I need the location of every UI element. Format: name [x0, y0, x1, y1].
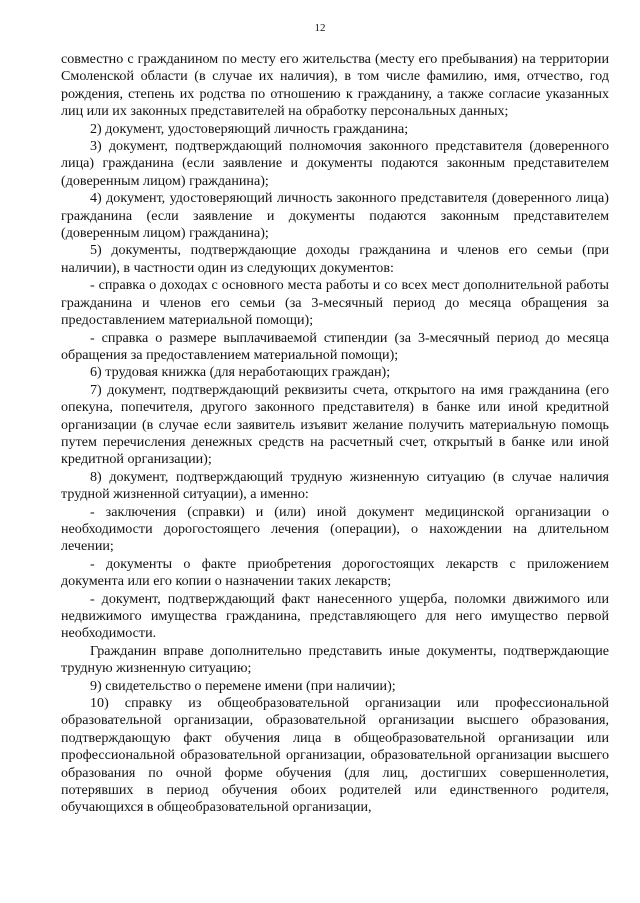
- paragraph: - заключения (справки) и (или) иной документ медицинской организации о необходимости дорогостоящего лечения (операции), о нахождении на длительном лечении;: [61, 503, 609, 555]
- paragraph: - документы о факте приобретения дорогостоящих лекарств с приложением документа или его копии о назначении таких лекарств;: [61, 555, 609, 590]
- paragraph: совместно с гражданином по месту его жительства (месту его пребывания) на территории Смоленской области (в случае их наличия), в том числе фамилию, имя, отчество, год рождения, степень их родства по отношению к гражданину, а также согласие указанных лиц или их законных представителей на обработку персональных данных;: [61, 51, 609, 120]
- paragraph: - справка о размере выплачиваемой стипендии (за 3-месячный период до месяца обращения за предоставлением материальной помощи);: [61, 329, 609, 363]
- paragraph: 2) документ, удостоверяющий личность гражданина;: [90, 120, 409, 137]
- paragraph: 4) документ, удостоверяющий личность законного представителя (доверенного лица) гражданина (если заявление и документы подаются законным представителем (доверенным лицом) гражданина);: [61, 190, 609, 242]
- paragraph: 8) документ, подтверждающий трудную жизненную ситуацию (в случае наличия трудной жизненной ситуации), а именно:: [61, 468, 609, 503]
- paragraph: 10) справку из общеобразовательной организации или профессиональной образовательной организации, образовательной организации высшего образования, подтверждающую факт обучения лица в общеобразовательной организации или профессиональной образовательной организации, образовательной организации высшего образования по очной форме обучения (для лиц, достигших совершеннолетия, потерявших в период обучения обоих родителей или единственного родителя, обучающихся в общеобразовательной организации,: [61, 695, 609, 816]
- page-number: 12: [314, 22, 326, 34]
- paragraph: 7) документ, подтверждающий реквизиты счета, открытого на имя гражданина (его опекуна, попечителя, другого законного представителя) в банке или иной кредитной организации (в случае если заявитель изъявит желание получить материальную помощь путем перечисления денежных средств на расчетный счет, открытый в банке или иной кредитной организации);: [61, 381, 609, 468]
- paragraph: - документ, подтверждающий факт нанесенного ущерба, поломки движимого или недвижимого имущества гражданина, представляющего для него имущество первой необходимости.: [61, 590, 609, 642]
- document-body: [61, 51, 609, 817]
- paragraph: 5) документы, подтверждающие доходы гражданина и членов его семьи (при наличии), в частности один из следующих документов:: [61, 242, 609, 276]
- paragraph: 3) документ, подтверждающий полномочия законного представителя (доверенного лица) гражданина (если заявление и документы подаются законным представителем (доверенным лицом) гражданина);: [61, 138, 609, 189]
- paragraph: Гражданин вправе дополнительно представить иные документы, подтверждающие трудную жизненную ситуацию;: [61, 642, 609, 677]
- paragraph: - справка о доходах с основного места работы и со всех мест дополнительной работы гражданина и членов его семьи (за 3-месячный период до месяца обращения за предоставлением материальной помощи);: [61, 277, 609, 329]
- paragraph: 6) трудовая книжка (для неработающих граждан);: [90, 364, 391, 381]
- paragraph: 9) свидетельство о перемене имени (при наличии);: [90, 677, 396, 694]
